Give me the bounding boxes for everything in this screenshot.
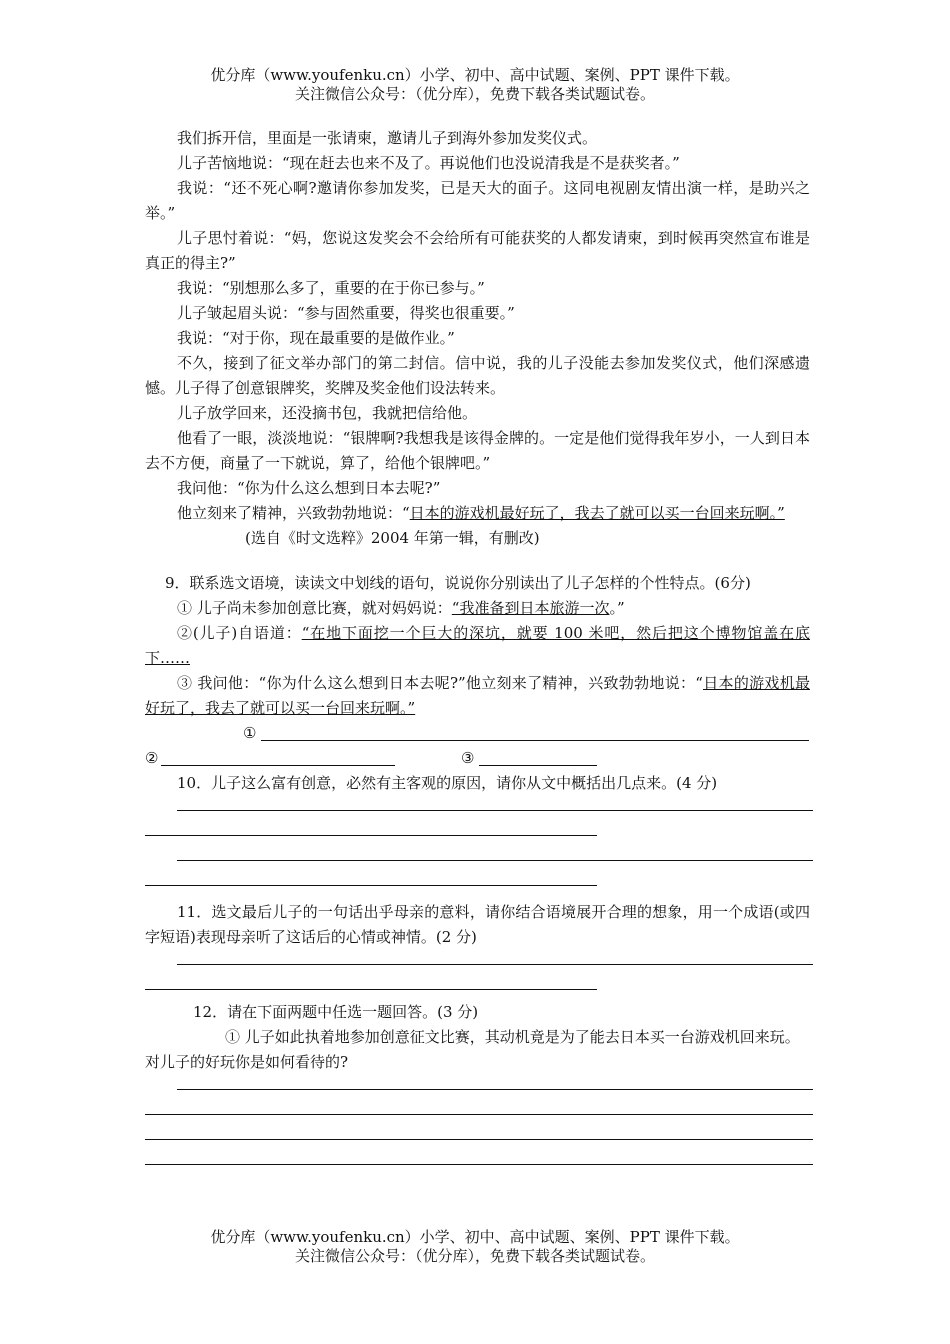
story-paragraph: 我们拆开信，里面是一张请柬，邀请儿子到海外参加发奖仪式。	[177, 129, 598, 147]
source-citation: (选自《时文选粹》2004 年第一辑，有删改)	[245, 529, 540, 547]
answer-line[interactable]	[479, 765, 597, 766]
answer-line[interactable]	[177, 810, 813, 811]
q9-item-1: ① 儿子尚未参加创意比赛，就对妈妈说：“我准备到日本旅游一次。”	[177, 599, 625, 617]
answer-line[interactable]	[145, 885, 597, 886]
story-paragraph: 我问他：“你为什么这么想到日本去呢?”	[177, 479, 441, 497]
page-header	[0, 66, 950, 104]
story-last-paragraph	[145, 501, 810, 526]
answer-line[interactable]	[177, 964, 813, 965]
answer-line[interactable]	[145, 989, 597, 990]
answer-line[interactable]	[145, 1164, 813, 1165]
story-paragraph: 儿子思忖着说：“妈，您说这发奖会不会给所有可能获奖的人都发请柬，到时候再突然宣布谁是真正的得主?”	[145, 229, 810, 272]
story-paragraph: 儿子皱起眉头说：“参与固然重要，得奖也很重要。”	[177, 304, 515, 322]
blank-label-1: ①	[243, 724, 257, 742]
answer-line[interactable]	[145, 1114, 813, 1115]
blank-label-2: ②	[145, 749, 159, 767]
q12-option-1: ① 儿子如此执着地参加创意征文比赛，其动机竟是为了能去日本买一台游戏机回来玩。对儿子的好玩你是如何看待的?	[145, 1028, 800, 1071]
story-paragraph: 不久，接到了征文举办部门的第二封信。信中说，我的儿子没能去参加发奖仪式，他们深感遗憾。儿子得了创意银牌奖，奖牌及奖金他们设法转来。	[145, 354, 810, 397]
underlined-quote: “在地下面挖一个巨大的深坑，就要 100 米吧，然后把这个博物馆盖在底下……	[145, 624, 810, 667]
story-paragraph: 儿子放学回来，还没摘书包，我就把信给他。	[177, 404, 478, 422]
header-line-2: 关注微信公众号：（优分库），免费下载各类试题试卷。	[294, 85, 655, 103]
story-last-prefix: 他立刻来了精神，兴致勃勃地说：“	[177, 504, 410, 522]
question-10: 10．儿子这么富有创意，必然有主客观的原因，请你从文中概括出几点来。(4 分)	[177, 774, 718, 792]
blank-label-3: ③	[461, 749, 475, 767]
q9-blank-row-1	[145, 721, 810, 746]
story-paragraph: 儿子苦恼地说：“现在赶去也来不及了。再说他们也没说清我是不是获奖者。”	[177, 154, 680, 172]
story-paragraph: 我说：“还不死心啊?邀请你参加发奖，已是天大的面子。这同电视剧友情出演一样，是助兴之举。”	[145, 179, 810, 222]
footer-line-2: 关注微信公众号：（优分库），免费下载各类试题试卷。	[294, 1247, 655, 1265]
header-line-1: 优分库（www.youfenku.cn）小学、初中、高中试题、案例、PPT 课件下载。	[210, 66, 740, 84]
question-9: 9．联系选文语境，读读文中划线的语句，说说你分别读出了儿子怎样的个性特点。(6分)	[165, 574, 751, 592]
story-paragraph: 我说：“对于你，现在最重要的是做作业。”	[177, 329, 455, 347]
story-paragraph: 我说：“别想那么多了，重要的在于你已参与。”	[177, 279, 485, 297]
page-footer	[0, 1228, 950, 1266]
answer-line[interactable]	[145, 835, 597, 836]
q9-blank-row-2	[145, 746, 810, 771]
question-12: 12．请在下面两题中任选一题回答。(3 分)	[193, 1003, 479, 1021]
answer-line[interactable]	[261, 740, 809, 741]
underlined-quote: 日本的游戏机最好玩了，我去了就可以买一台回来玩啊。”	[145, 674, 810, 717]
document-body	[145, 126, 810, 1175]
answer-line[interactable]	[177, 860, 813, 861]
underlined-sentence: 日本的游戏机最好玩了，我去了就可以买一台回来玩啊。”	[409, 504, 785, 522]
q9-item-3: ③ 我问他：“你为什么这么想到日本去呢?”他立刻来了精神，兴致勃勃地说：“日本的游戏机最好玩了，我去了就可以买一台回来玩啊。”	[145, 674, 810, 717]
footer-line-1: 优分库（www.youfenku.cn）小学、初中、高中试题、案例、PPT 课件下载。	[210, 1228, 740, 1246]
story-paragraph: 他看了一眼，淡淡地说：“银牌啊?我想我是该得金牌的。一定是他们觉得我年岁小，一人到日本去不方便，商量了一下就说，算了，给他个银牌吧。”	[145, 429, 810, 472]
answer-line[interactable]	[161, 765, 395, 766]
q9-item-2: ②(儿子)自语道：“在地下面挖一个巨大的深坑，就要 100 米吧，然后把这个博物馆盖在底下……	[145, 624, 810, 667]
answer-line[interactable]	[145, 1139, 813, 1140]
question-11: 11．选文最后儿子的一句话出乎母亲的意料，请你结合语境展开合理的想象，用一个成语(或四字短语)表现母亲听了这话后的心情或神情。(2 分)	[145, 903, 810, 946]
answer-line[interactable]	[177, 1089, 813, 1090]
underlined-quote: “我准备到日本旅游一次	[451, 599, 610, 617]
